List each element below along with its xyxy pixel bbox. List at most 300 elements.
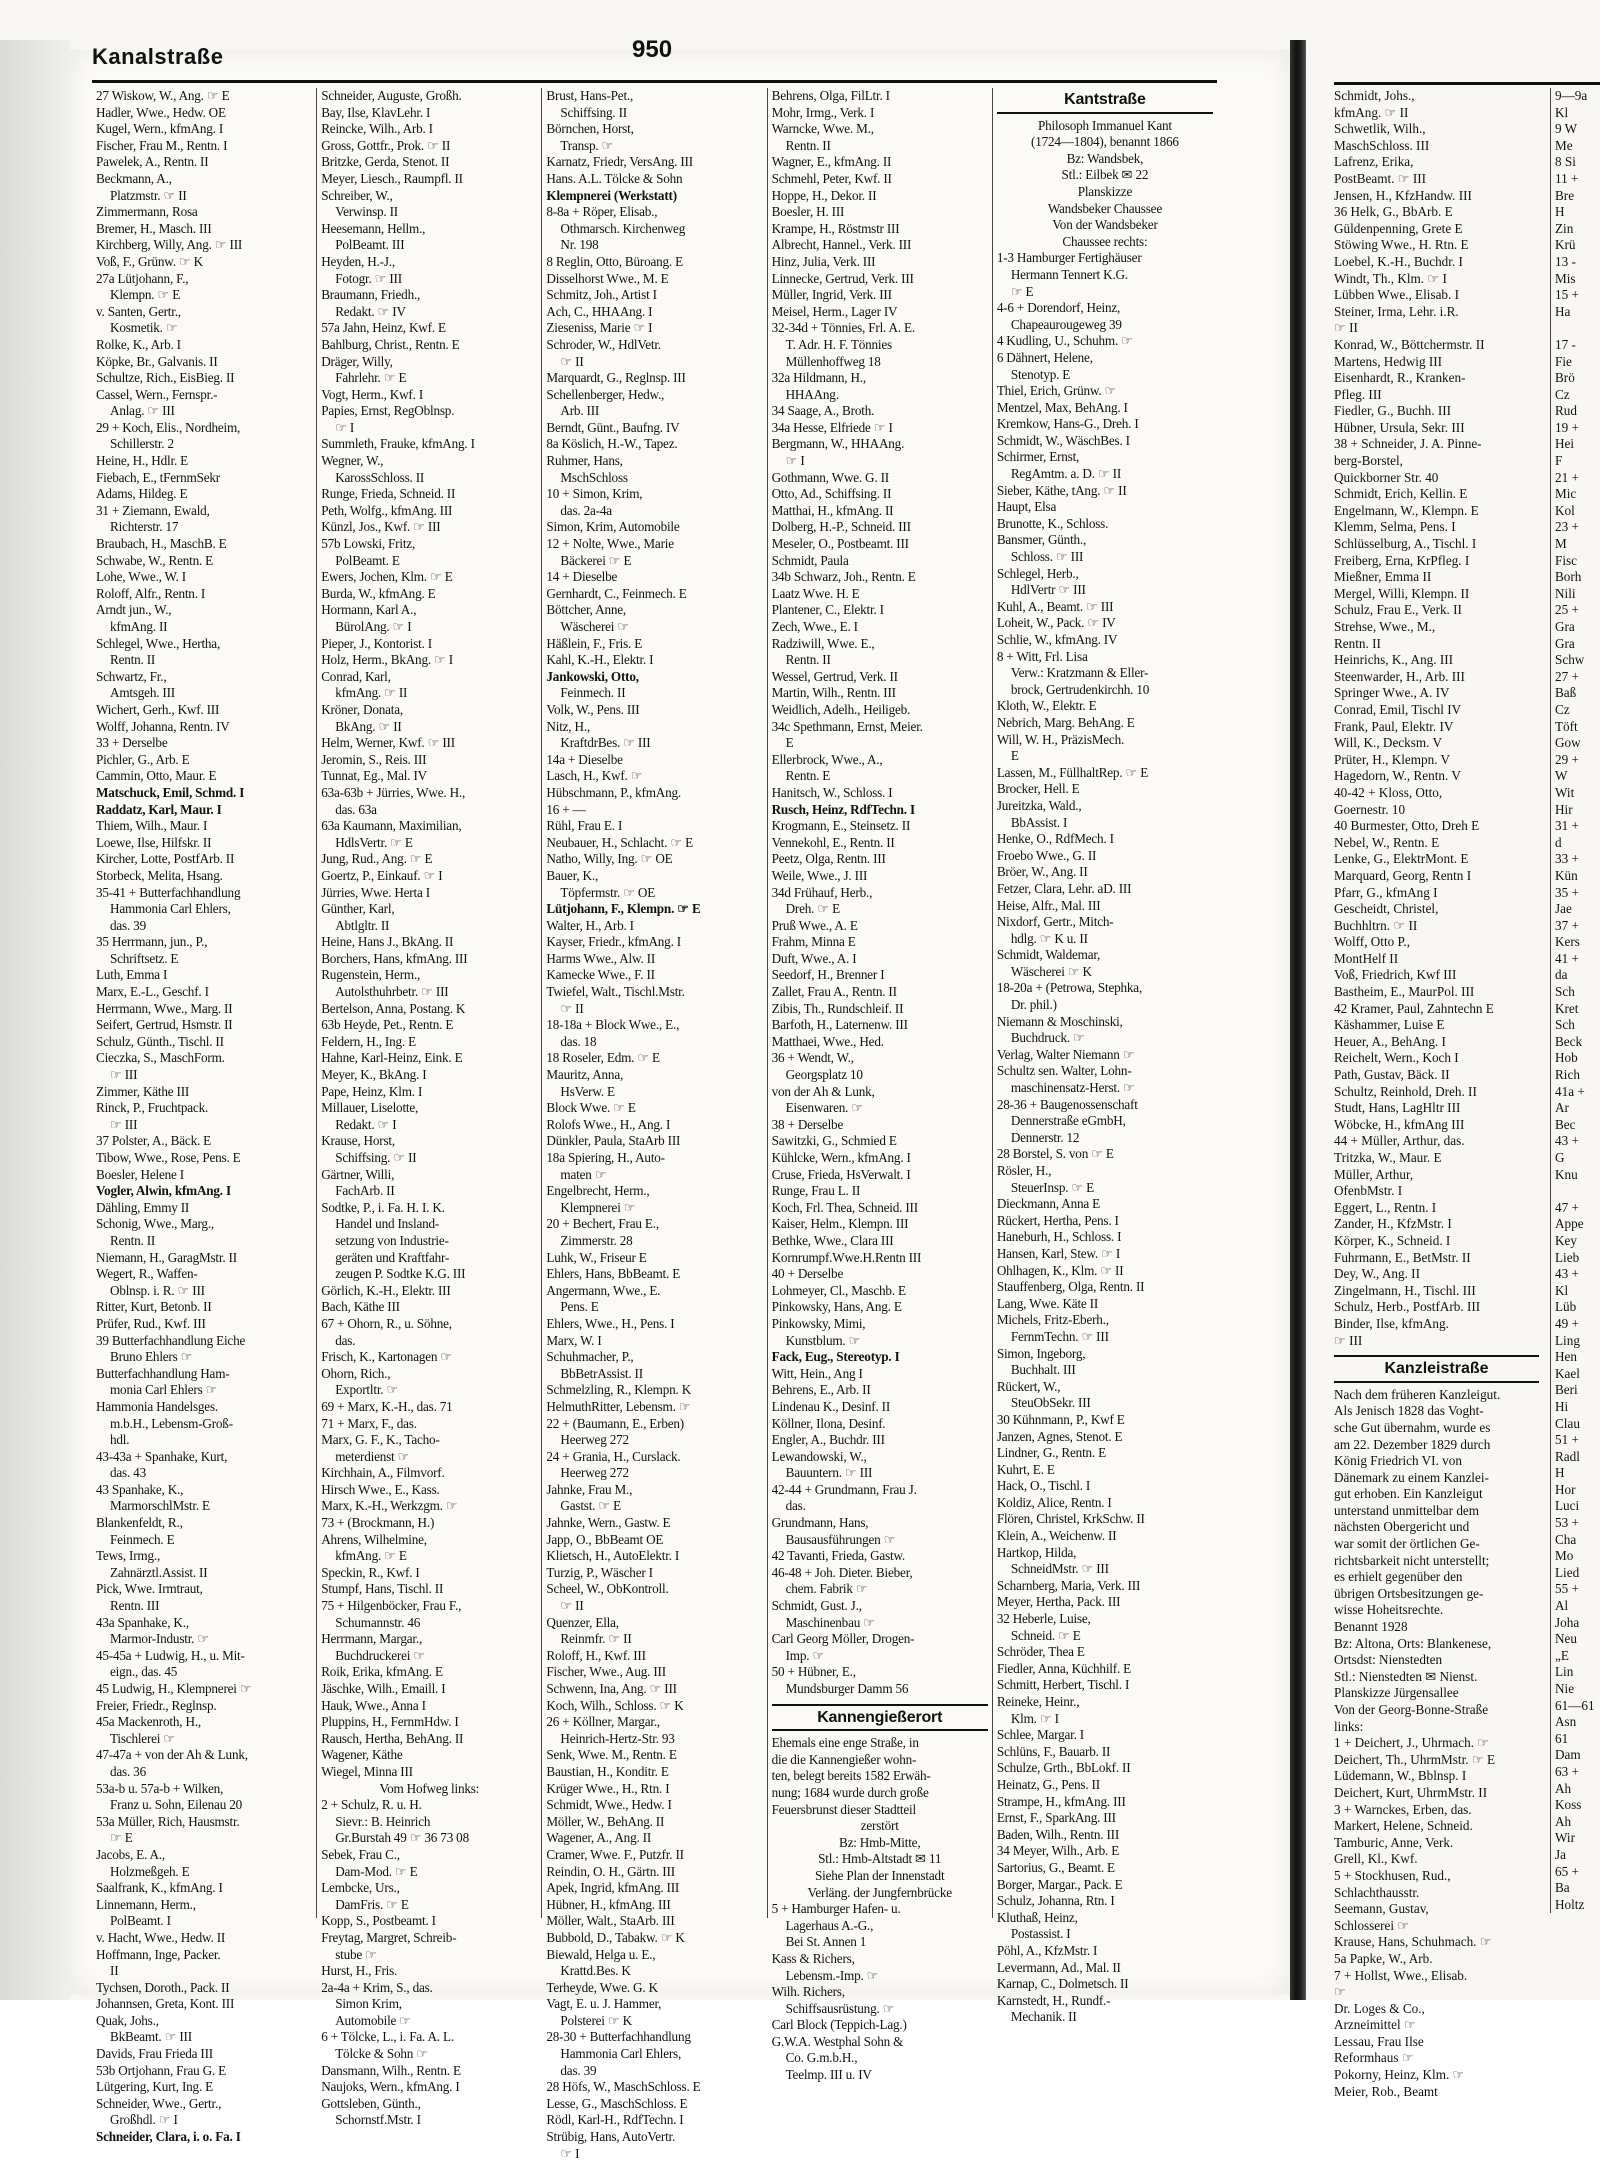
directory-entry-line: Heuer, A., BehAng. I bbox=[1334, 1033, 1446, 1049]
directory-entry-fragment: H bbox=[1555, 204, 1565, 220]
directory-entry-line: Bz: Altona, Orts: Blankenese, bbox=[1334, 1635, 1492, 1651]
directory-entry-fragment: 25 + bbox=[1555, 602, 1579, 618]
directory-entry-line: Rentn. II bbox=[785, 137, 831, 153]
directory-entry-line: Brunotte, K., Schloss. bbox=[996, 515, 1109, 531]
directory-entry-line: Lembcke, Urs., bbox=[321, 1880, 400, 1896]
directory-entry-line: 45 Ludwig, H., Klempnerei ☞ bbox=[96, 1681, 252, 1696]
directory-entry-line: Rentn. II bbox=[785, 652, 831, 668]
directory-entry-line: Schillerstr. 2 bbox=[110, 436, 174, 452]
directory-entry-line: Fetzer, Clara, Lehr. aD. III bbox=[996, 880, 1132, 896]
directory-entry-line: Wäscherei ☞ bbox=[560, 619, 629, 634]
directory-entry-line: Fack, Eug., Stereotyp. I bbox=[771, 1349, 900, 1365]
directory-entry-line: Ehemals eine enge Straße, in bbox=[771, 1735, 919, 1751]
directory-entry-line: zeugen P. Sodtke K.G. III bbox=[335, 1266, 466, 1282]
directory-entry-line: Loebel, K.-H., Buchdr. I bbox=[1334, 253, 1463, 269]
directory-entry-fragment: H bbox=[1555, 1465, 1565, 1481]
directory-entry-line: Jeromin, S., Reis. III bbox=[321, 751, 427, 767]
directory-entry-line: Hanitsch, W., Schloss. I bbox=[771, 784, 893, 800]
directory-entry-line: Arb. III bbox=[560, 403, 600, 419]
directory-entry-line: Bremer, H., Masch. III bbox=[96, 220, 212, 236]
directory-entry-line: Grundmann, Hans, bbox=[771, 1515, 869, 1531]
directory-entry-line: Tischlerei ☞ bbox=[110, 1730, 175, 1746]
directory-entry-line: Schlie, W., kfmAng. IV bbox=[996, 632, 1118, 647]
directory-entry-line: Schulz, Frau E., Verk. II bbox=[1334, 602, 1462, 618]
directory-entry-line: Cruse, Frieda, HsVerwalt. I bbox=[771, 1166, 911, 1182]
directory-entry-line: 4 Kudling, U., Schuhm. ☞ bbox=[996, 333, 1133, 349]
directory-entry-line: Ritter, Kurt, Betonb. II bbox=[96, 1299, 212, 1315]
directory-entry-line: E bbox=[785, 735, 794, 751]
directory-entry-fragment: Luci bbox=[1555, 1498, 1580, 1514]
directory-entry-line: Luhk, W., Friseur E bbox=[546, 1249, 647, 1265]
directory-entry-line: Kircher, Lotte, PostfArb. II bbox=[96, 851, 235, 867]
directory-entry-line: 46-48 + Joh. Dieter. Bieber, bbox=[771, 1564, 913, 1580]
directory-entry-line: Simon, Krim, Automobile bbox=[546, 519, 680, 535]
directory-entry-line: das. 2a-4a bbox=[560, 502, 612, 518]
directory-column-1 bbox=[92, 88, 317, 2145]
directory-entry-line: Dey, W., Ang. II bbox=[1334, 1266, 1420, 1282]
directory-entry-line: Eisenwaren. ☞ bbox=[785, 1100, 863, 1116]
directory-entry-line: Meyer, Hertha, Pack. III bbox=[996, 1594, 1121, 1610]
directory-entry-line: Hauk, Wwe., Anna I bbox=[321, 1697, 426, 1713]
directory-entry-line: Teelmp. III u. IV bbox=[785, 2067, 872, 2083]
directory-entry-line: gut erhoben. Ein Kanzleigut bbox=[1334, 1486, 1483, 1502]
directory-entry-line: Jung, Rud., Ang. ☞ E bbox=[321, 851, 433, 867]
directory-entry-line: 28 Höfs, W., MaschSchloss. E bbox=[546, 2079, 701, 2095]
directory-entry-line: hdlg. ☞ K u. II bbox=[1010, 930, 1088, 946]
directory-entry-line: Schneider, Auguste, Großh. bbox=[321, 88, 462, 103]
directory-entry-line: Braumann, Friedh., bbox=[321, 287, 421, 303]
directory-entry-line: 38 + Schneider, J. A. Pinne- bbox=[1334, 436, 1482, 452]
directory-entry-line: ☞ E bbox=[110, 1830, 133, 1846]
directory-entry-fragment: Hor bbox=[1555, 1481, 1576, 1497]
directory-entry-line: Pieper, J., Kontorist. I bbox=[321, 635, 432, 651]
directory-column-4 bbox=[768, 88, 993, 2083]
directory-entry-line: Sievr.: B. Heinrich bbox=[335, 1813, 431, 1829]
directory-entry-line: Schlegel, Herb., bbox=[996, 565, 1079, 581]
directory-entry-line: Maschinenbau ☞ bbox=[785, 1614, 875, 1630]
directory-entry-line: Krattd.Bes. K bbox=[560, 1963, 631, 1979]
directory-entry-line: Lohe, Wwe., W. I bbox=[96, 569, 186, 585]
directory-entry-line: Feinmech. II bbox=[560, 685, 626, 701]
directory-entry-line: Arndt jun., W., bbox=[96, 602, 172, 618]
directory-entry-fragment: Cha bbox=[1555, 1531, 1577, 1547]
directory-entry-line: Schmidt, Wwe., Hedw. I bbox=[546, 1797, 672, 1813]
directory-entry-line: 73 + (Brockmann, H.) bbox=[321, 1515, 435, 1531]
directory-entry-line: 63b Heyde, Pet., Rentn. E bbox=[321, 1017, 454, 1033]
directory-entry-line: Jäschke, Wilh., Emaill. I bbox=[321, 1681, 446, 1696]
directory-entry-line: Lindner, G., Rentn. E bbox=[996, 1445, 1106, 1461]
directory-entry-line: 67 + Ohorn, R., u. Söhne, bbox=[321, 1315, 452, 1331]
directory-entry-line: Autolsthuhrbetr. ☞ III bbox=[335, 984, 449, 1000]
directory-entry-line: 8 Reglin, Otto, Büroang. E bbox=[546, 253, 683, 269]
directory-entry-line: Natho, Willy, Ing. ☞ OE bbox=[546, 851, 673, 867]
directory-entry-line: Nach dem früheren Kanzleigut. bbox=[1334, 1386, 1501, 1402]
directory-entry-line: Vom Hofweg links: bbox=[379, 1780, 480, 1796]
directory-entry-line: Schiffsing. ☞ II bbox=[335, 1150, 417, 1165]
directory-entry-line: Engler, A., Buchdr. III bbox=[771, 1432, 885, 1448]
directory-entry-line: Hagedorn, W., Rentn. V bbox=[1334, 768, 1461, 784]
directory-entry-line: Boesler, H. III bbox=[771, 204, 845, 220]
directory-entry-line: Storbeck, Melita, Hsang. bbox=[96, 867, 223, 883]
directory-entry-fragment: Rud bbox=[1555, 403, 1577, 419]
directory-entry-line: Reineke, Heinr., bbox=[996, 1694, 1080, 1709]
directory-entry-line: Kugel, Wern., kfmAng. I bbox=[96, 121, 224, 137]
directory-entry-line: Wagner, E., kfmAng. II bbox=[771, 154, 892, 170]
directory-entry-line: Schneider, Clara, i. o. Fa. I bbox=[96, 2129, 241, 2145]
directory-entry-fragment: Cz bbox=[1555, 701, 1570, 717]
directory-entry-line: Schirmer, Ernst, bbox=[996, 449, 1080, 465]
directory-entry-line: Als Jenisch 1828 das Voght- bbox=[1334, 1403, 1484, 1419]
directory-entry-line: 32-34d + Tönnies, Frl. A. E. bbox=[771, 320, 915, 336]
directory-entry-line: Millauer, Liselotte, bbox=[321, 1100, 419, 1116]
directory-entry-fragment: 9 W bbox=[1555, 121, 1578, 137]
directory-entry-line: FernmTechn. ☞ III bbox=[1010, 1328, 1109, 1344]
directory-entry-line: Senk, Wwe. M., Rentn. E bbox=[546, 1747, 677, 1763]
directory-entry-line: Borger, Margar., Pack. E bbox=[996, 1876, 1123, 1892]
directory-entry-fragment: 47 + bbox=[1555, 1199, 1579, 1215]
directory-entry-line: Schneider, Wwe., Gertr., bbox=[96, 2095, 222, 2111]
directory-entry-fragment: 51 + bbox=[1555, 1432, 1579, 1448]
directory-entry-fragment: Lied bbox=[1555, 1564, 1580, 1580]
directory-entry-line: sche Gut übernahm, wurde es bbox=[1334, 1419, 1491, 1435]
directory-entry-line: Prüfer, Rud., Kwf. III bbox=[96, 1315, 206, 1331]
directory-entry-line: Rentn. E bbox=[785, 768, 831, 784]
directory-entry-line: Tritzka, W., Maur. E bbox=[1334, 1150, 1442, 1165]
directory-entry-line: 47-47a + von der Ah & Lunk, bbox=[96, 1747, 248, 1763]
directory-entry-line: DamFris. ☞ E bbox=[335, 1896, 409, 1912]
directory-entry-line: Kass & Richers, bbox=[771, 1950, 855, 1966]
directory-entry-line: Dreh. ☞ E bbox=[785, 901, 840, 917]
directory-entry-line: Bei St. Annen 1 bbox=[785, 1934, 867, 1950]
directory-entry-line: Reformhaus ☞ bbox=[1334, 2050, 1414, 2066]
directory-entry-line: Kaiser, Helm., Klempn. III bbox=[771, 1216, 909, 1232]
directory-entry-line: ☞ I bbox=[785, 453, 805, 469]
directory-entry-line: Cramer, Wwe. F., Putzfr. II bbox=[546, 1846, 684, 1862]
directory-entry-line: Köllner, Ilona, Desinf. bbox=[771, 1415, 886, 1431]
directory-entry-fragment: 23 + bbox=[1555, 519, 1579, 535]
directory-entry-line: Conrad, Karl, bbox=[321, 668, 391, 684]
directory-entry-line: Terheyde, Wwe. G. K bbox=[546, 1979, 658, 1995]
directory-entry-fragment: 53 + bbox=[1555, 1515, 1579, 1531]
directory-entry-line: Zech, Wwe., E. I bbox=[771, 619, 858, 634]
directory-entry-line: Krüger Wwe., H., Rtn. I bbox=[546, 1780, 670, 1796]
directory-entry-line: HdlsVertr. ☞ E bbox=[335, 834, 413, 850]
directory-entry-line: Schreiber, W., bbox=[321, 187, 393, 203]
directory-entry-line: Kornrumpf.Wwe.H.Rentn III bbox=[771, 1249, 922, 1265]
directory-entry-line: Karnatz, Friedr, VersAng. III bbox=[546, 154, 693, 170]
directory-entry-line: Heinatz, G., Pens. II bbox=[996, 1776, 1100, 1792]
directory-entry-line: Kayser, Friedr., kfmAng. I bbox=[546, 934, 681, 950]
directory-entry-line: Heine, Hans J., BkAng. II bbox=[321, 934, 454, 950]
directory-entry-line: 75 + Hilgenböcker, Frau F., bbox=[321, 1598, 462, 1614]
directory-entry-line: Tychsen, Doroth., Pack. II bbox=[96, 1979, 230, 1995]
directory-entry-line: Stl.: Nienstedten ✉ Nienst. bbox=[1334, 1668, 1478, 1684]
directory-entry-line: Fuhrmann, E., BetMstr. II bbox=[1334, 1249, 1471, 1265]
directory-entry-line: Jahnke, Frau M., bbox=[546, 1481, 633, 1497]
directory-entry-line: Freytag, Margret, Schreib- bbox=[321, 1929, 457, 1945]
directory-entry-line: Beckmann, A., bbox=[96, 170, 172, 186]
directory-entry-line: BürolAng. ☞ I bbox=[335, 619, 412, 634]
directory-entry-line: 43 Spanhake, K., bbox=[96, 1481, 184, 1497]
directory-entry-line: Möller, Walt., StaArb. III bbox=[546, 1913, 675, 1929]
directory-entry-line: Nr. 198 bbox=[560, 237, 599, 253]
directory-entry-line: Marquardt, G., Reglnsp. III bbox=[546, 370, 686, 386]
directory-entry-line: Rückert, W., bbox=[996, 1378, 1061, 1394]
directory-entry-line: (1724—1804), benannt 1866 bbox=[1031, 134, 1179, 150]
directory-entry-fragment: 41a + bbox=[1555, 1083, 1585, 1099]
directory-entry-line: 34b Schwarz, Joh., Rentn. E bbox=[771, 569, 916, 585]
directory-entry-line: Redakt. ☞ I bbox=[335, 1116, 397, 1132]
directory-entry-line: Sebek, Frau C., bbox=[321, 1846, 400, 1862]
directory-entry-line: Chapeaurougeweg 39 bbox=[1010, 316, 1122, 332]
directory-entry-line: Cieczka, S., MaschForm. bbox=[96, 1050, 225, 1066]
directory-entry-line: Pruß Wwe., A. E bbox=[771, 917, 858, 933]
directory-entry-line: Rentn. II bbox=[110, 1232, 156, 1248]
directory-entry-line: Schiffsausrüstung. ☞ bbox=[785, 2000, 895, 2016]
directory-entry-line: Hammonia Carl Ehlers, bbox=[110, 901, 231, 917]
directory-entry-line: Wichert, Gerh., Kwf. III bbox=[96, 701, 220, 717]
directory-entry-line: Davids, Frau Frieda III bbox=[96, 2046, 213, 2062]
directory-entry-line: kfmAng. II bbox=[110, 619, 168, 634]
directory-entry-line: 8a Köslich, H.-W., Tapez. bbox=[546, 436, 678, 452]
directory-entry-line: Imp. ☞ bbox=[785, 1647, 825, 1663]
directory-entry-line: Vogler, Alwin, kfmAng. I bbox=[96, 1183, 231, 1199]
directory-entry-fragment: Appe bbox=[1555, 1216, 1584, 1232]
directory-entry-fragment: d bbox=[1555, 834, 1562, 850]
directory-entry-line: Güldenpenning, Grete E bbox=[1334, 220, 1463, 236]
directory-entry-line: 33 + Derselbe bbox=[96, 735, 168, 751]
directory-entry-line: Schultze, Rich., EisBieg. II bbox=[96, 370, 235, 386]
street-section-heading: Kantstraße bbox=[997, 88, 1213, 114]
directory-entry-line: Anlag. ☞ III bbox=[110, 403, 175, 419]
directory-entry-line: Lenke, G., ElektrMont. E bbox=[1334, 851, 1469, 867]
directory-entry-fragment: Kl bbox=[1555, 1282, 1569, 1298]
directory-entry-line: Duft, Wwe., A. I bbox=[771, 950, 857, 966]
directory-entry-line: Hormann, Karl A., bbox=[321, 602, 417, 618]
directory-entry-line: Brust, Hans-Pet., bbox=[546, 88, 634, 103]
directory-entry-line: 14a + Dieselbe bbox=[546, 751, 623, 767]
directory-entry-line: Goertz, P., Einkauf. ☞ I bbox=[321, 867, 443, 883]
directory-entry-line: das. 43 bbox=[110, 1465, 146, 1481]
directory-entry-line: Bz: Wandsbek, bbox=[1066, 150, 1144, 166]
directory-entry-line: Pluppins, H., FernmHdw. I bbox=[321, 1714, 459, 1730]
directory-entry-line: Lütjohann, F., Klempn. ☞ E bbox=[546, 901, 701, 917]
directory-entry-fragment: Wit bbox=[1555, 784, 1575, 800]
directory-entry-line: Schlee, Margar. I bbox=[996, 1727, 1084, 1743]
directory-entry-line: Lohmeyer, Cl., Maschb. E bbox=[771, 1282, 906, 1298]
directory-entry-line: Schmidt, Gust. J., bbox=[771, 1598, 862, 1614]
directory-entry-line: Jacobs, E. A., bbox=[96, 1846, 165, 1862]
directory-entry-fragment: Kün bbox=[1555, 867, 1578, 883]
directory-entry-line: eign., das. 45 bbox=[110, 1664, 178, 1680]
directory-entry-line: 14 + Dieselbe bbox=[546, 569, 618, 585]
directory-entry-line: Hermann Tennert K.G. bbox=[1010, 266, 1128, 282]
directory-entry-line: 53b Ortjohann, Frau G. E bbox=[96, 2062, 226, 2078]
directory-entry-line: Börnchen, Horst, bbox=[546, 121, 634, 137]
directory-entry-line: Voß, Friedrich, Kwf III bbox=[1334, 967, 1457, 983]
directory-entry-line: Günther, Karl, bbox=[321, 901, 395, 917]
directory-entry-line: Ruhmer, Hans, bbox=[546, 453, 623, 469]
directory-entry-line: G.W.A. Westphal Sohn & bbox=[771, 2033, 904, 2049]
directory-entry-line: Schultz sen. Walter, Lohn- bbox=[996, 1063, 1132, 1079]
directory-entry-line: Köpke, Br., Galvanis. II bbox=[96, 353, 218, 369]
directory-entry-line: Tamburic, Anne, Verk. bbox=[1334, 1834, 1454, 1850]
directory-entry-line: Lagerhaus A.-G., bbox=[785, 1917, 874, 1933]
directory-entry-line: Lessau, Frau Ilse bbox=[1334, 2033, 1424, 2049]
directory-entry-line: ☞ II bbox=[1334, 320, 1358, 336]
directory-entry-line: Seemann, Gustav, bbox=[1334, 1901, 1429, 1917]
directory-entry-fragment: Mis bbox=[1555, 270, 1576, 286]
directory-entry-line: Schiffsing. II bbox=[560, 104, 627, 120]
directory-entry-fragment: Hei bbox=[1555, 436, 1575, 452]
directory-entry-fragment: Kers bbox=[1555, 934, 1580, 950]
directory-entry-line: übrigen Ortsbesitzungen ge- bbox=[1334, 1585, 1484, 1601]
directory-entry-line: Reinmfr. ☞ II bbox=[560, 1631, 632, 1647]
directory-entry-line: Abtlgltr. II bbox=[335, 917, 390, 933]
directory-entry-line: Papies, Ernst, RegOblnsp. bbox=[321, 403, 455, 419]
directory-entry-line: Koch, Frl. Thea, Schneid. III bbox=[771, 1199, 918, 1215]
directory-entry-line: von der Ah & Lunk, bbox=[771, 1083, 875, 1099]
directory-entry-line: ☞ II bbox=[560, 353, 584, 369]
directory-entry-line: 35 Herrmann, jun., P., bbox=[96, 934, 208, 950]
directory-entry-line: setzung von Industrie- bbox=[335, 1232, 449, 1248]
directory-entry-line: Marx, E.-L., Geschf. I bbox=[96, 984, 209, 1000]
directory-entry-line: Planskizze bbox=[1077, 183, 1133, 199]
directory-entry-line: Koldiz, Alice, Rentn. I bbox=[996, 1494, 1112, 1510]
page-number: 950 bbox=[632, 36, 673, 63]
directory-entry-line: Franz u. Sohn, Eilenau 20 bbox=[110, 1797, 242, 1813]
directory-entry-line: Siehe Plan der Innenstadt bbox=[815, 1867, 945, 1883]
directory-entry-line: Cammin, Otto, Maur. E bbox=[96, 768, 217, 784]
directory-entry-line: Krause, Horst, bbox=[321, 1133, 395, 1149]
directory-entry-line: Pichler, G., Arb. E bbox=[96, 751, 190, 767]
directory-entry-line: Peth, Wolfg., kfmAng. III bbox=[321, 502, 453, 518]
directory-entry-line: Böttcher, Anne, bbox=[546, 602, 627, 618]
directory-entry-line: Johannsen, Greta, Kont. III bbox=[96, 1996, 235, 2012]
directory-entry-line: Gottsleben, Günth., bbox=[321, 2095, 421, 2111]
directory-entry-line: Schonig, Wwe., Marg., bbox=[96, 1216, 215, 1232]
directory-entry-line: RegAmtm. a. D. ☞ II bbox=[1010, 466, 1122, 482]
directory-entry-line: Jensen, H., KfzHandw. III bbox=[1334, 187, 1472, 203]
directory-entry-line: Schmidt, Johs., bbox=[1334, 88, 1415, 103]
directory-entry-line: 63a-63b + Jürries, Wwe. H., bbox=[321, 784, 466, 800]
directory-entry-line: 18-20a + (Petrowa, Stephka, bbox=[996, 980, 1143, 996]
directory-entry-line: Raddatz, Karl, Maur. I bbox=[96, 801, 222, 817]
directory-entry-line: ☞ E bbox=[1010, 283, 1034, 299]
directory-entry-fragment: 29 + bbox=[1555, 751, 1579, 767]
directory-entry-line: Frisch, K., Kartonagen ☞ bbox=[321, 1349, 453, 1365]
directory-entry-line: Biewald, Helga u. E., bbox=[546, 1946, 656, 1962]
directory-entry-line: Ehlers, Hans, BbBeamt. E bbox=[546, 1266, 681, 1282]
directory-entry-line: KarossSchloss. II bbox=[335, 469, 425, 485]
directory-entry-line: MschSchloss bbox=[560, 469, 628, 485]
directory-entry-line: Heesemann, Hellm., bbox=[321, 220, 426, 236]
directory-entry-line: Klempn. ☞ E bbox=[110, 287, 181, 303]
directory-entry-line: Redakt. ☞ IV bbox=[335, 303, 406, 319]
directory-entry-line: Chaussee rechts: bbox=[1062, 233, 1148, 249]
directory-entry-line: 57b Lowski, Fritz, bbox=[321, 536, 416, 552]
directory-entry-line: Sodtke, P., i. Fa. H. I. K. bbox=[321, 1199, 445, 1215]
directory-entry-fragment: Ja bbox=[1555, 1846, 1566, 1862]
directory-entry-line: das. 39 bbox=[110, 917, 146, 933]
directory-entry-line: Schulz, Johanna, Rtn. I bbox=[996, 1893, 1115, 1909]
directory-entry-fragment: Gra bbox=[1555, 619, 1575, 634]
directory-entry-line: Kluthaß, Heinz, bbox=[996, 1909, 1078, 1925]
directory-entry-line: Hoppe, H., Dekor. II bbox=[771, 187, 877, 203]
directory-entry-line: Meyer, Liesch., Raumpfl. II bbox=[321, 170, 463, 186]
directory-entry-line: Frank, Paul, Elektr. IV bbox=[1334, 718, 1454, 734]
directory-entry-fragment: 65 + bbox=[1555, 1863, 1579, 1879]
directory-entry-line: 28-30 + Butterfachhandlung bbox=[546, 2029, 691, 2045]
directory-entry-line: Klm. ☞ I bbox=[1010, 1710, 1059, 1726]
directory-entry-line: 32 Heberle, Luise, bbox=[996, 1611, 1091, 1627]
directory-entry-fragment: Borh bbox=[1555, 569, 1582, 585]
directory-entry-line: 22 + (Baumann, E., Erben) bbox=[546, 1415, 684, 1431]
directory-entry-line: die die Kannengießer wohn- bbox=[771, 1751, 917, 1767]
directory-entry-fragment: 41 + bbox=[1555, 950, 1579, 966]
directory-entry-fragment: Rich bbox=[1555, 1067, 1580, 1083]
directory-entry-line: Henke, O., RdfMech. I bbox=[996, 831, 1114, 847]
directory-entry-line: Wagener, A., Ang. II bbox=[546, 1830, 652, 1846]
directory-entry-fragment: 27 + bbox=[1555, 668, 1579, 684]
directory-entry-line: Linnecke, Gertrud, Verk. III bbox=[771, 270, 914, 286]
directory-entry-line: Hartkop, Hilda, bbox=[996, 1544, 1077, 1560]
directory-entry-fragment: Asn bbox=[1555, 1714, 1577, 1730]
directory-entry-line: Zingelmann, H., Tischl. III bbox=[1334, 1282, 1476, 1298]
directory-entry-fragment: Koss bbox=[1555, 1797, 1582, 1813]
directory-entry-line: Feinmech. E bbox=[110, 1531, 175, 1547]
directory-entry-line: Zimmerstr. 28 bbox=[560, 1232, 633, 1248]
directory-entry-line: Schriftsetz. E bbox=[110, 950, 179, 966]
directory-entry-line: Mergel, Willi, Klempn. II bbox=[1334, 585, 1470, 601]
directory-entry-line: HelmuthRitter, Lebensm. ☞ bbox=[546, 1398, 691, 1414]
directory-entry-line: Konrad, W., Böttchermstr. II bbox=[1334, 336, 1485, 352]
directory-entry-line: geräten und Kraftfahr- bbox=[335, 1249, 450, 1265]
directory-entry-line: Wolff, Johanna, Rentn. IV bbox=[96, 718, 230, 734]
directory-entry-line: Thiem, Wilh., Maur. I bbox=[96, 818, 208, 834]
directory-entry-line: das. 18 bbox=[560, 1033, 597, 1049]
directory-entry-line: Schulz, Herb., PostfArb. III bbox=[1334, 1299, 1481, 1315]
directory-entry-line: Pfarr, G., kfmAng I bbox=[1334, 884, 1438, 900]
directory-entry-fragment: Kl bbox=[1555, 104, 1569, 120]
directory-entry-line: Loewe, Ilse, Hilfskr. II bbox=[96, 834, 212, 850]
directory-entry-line: Schlachthausstr. bbox=[1334, 1884, 1420, 1900]
directory-entry-line: unterstand unmittelbar dem bbox=[1334, 1502, 1480, 1518]
directory-entry-line: Schmidt, W., WäschBes. I bbox=[996, 432, 1130, 448]
directory-entry-line: Otto, Ad., Schiffsing. II bbox=[771, 486, 892, 502]
running-street-title: Kanalstraße bbox=[92, 44, 224, 69]
directory-entry-line: Kirchhain, A., Filmvorf. bbox=[321, 1465, 445, 1481]
directory-entry-fragment: 11 + bbox=[1555, 170, 1579, 186]
directory-entry-line: Niemann & Moschinski, bbox=[996, 1013, 1123, 1029]
directory-entry-fragment: Sch bbox=[1555, 984, 1575, 1000]
directory-entry-line: Schultz, Reinhold, Dreh. II bbox=[1334, 1083, 1477, 1099]
directory-entry-line: Dr. Loges & Co., bbox=[1334, 2000, 1425, 2016]
directory-entry-line: Schwenn, Ina, Ang. ☞ III bbox=[546, 1681, 677, 1696]
directory-entry-line: PolBeamt. III bbox=[335, 237, 405, 253]
directory-entry-line: Japp, O., BbBeamt OE bbox=[546, 1531, 664, 1547]
directory-entry-line: Buchhltrn. ☞ II bbox=[1334, 917, 1418, 933]
directory-entry-line: Meisel, Herm., Lager IV bbox=[771, 303, 898, 319]
directory-entry-fragment: Ar bbox=[1555, 1100, 1569, 1116]
directory-entry-fragment: Gra bbox=[1555, 635, 1575, 651]
directory-entry-line: Stenotyp. E bbox=[1010, 366, 1071, 382]
directory-entry-line: Oblnsp. i. R. ☞ III bbox=[110, 1282, 205, 1298]
directory-entry-line: das. 36 bbox=[110, 1763, 146, 1779]
directory-entry-line: brock, Gertrudenkirchh. 10 bbox=[1010, 681, 1150, 697]
directory-entry-line: Wilh. Richers, bbox=[771, 1984, 845, 2000]
directory-entry-line: Flören, Christel, KrkSchw. II bbox=[996, 1511, 1145, 1527]
